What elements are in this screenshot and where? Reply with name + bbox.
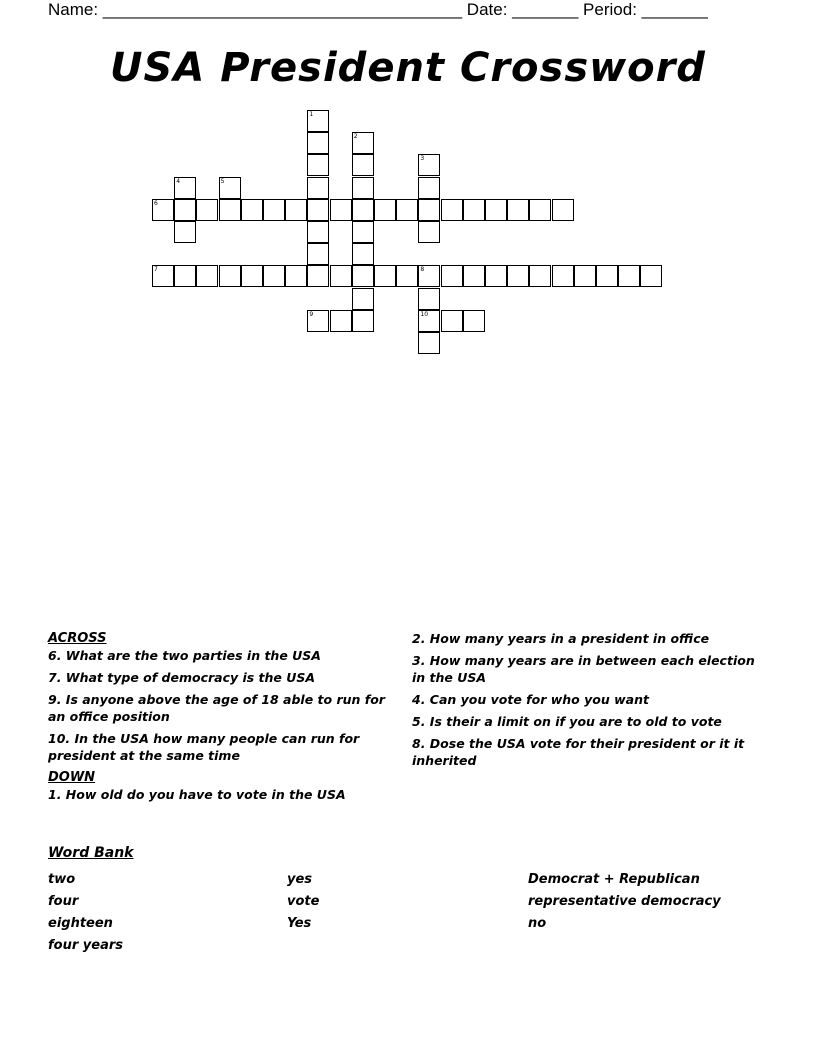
- crossword-cell[interactable]: [152, 199, 174, 221]
- word-bank-item: Democrat + Republican: [528, 872, 700, 887]
- crossword-cell[interactable]: [196, 265, 218, 287]
- down-heading: DOWN: [48, 770, 96, 785]
- crossword-cell[interactable]: [307, 110, 329, 132]
- down-clue-3: 3. How many years are in between each election in the USA: [412, 653, 755, 685]
- crossword-cell[interactable]: [174, 221, 196, 243]
- crossword-cell[interactable]: [307, 154, 329, 176]
- crossword-cell[interactable]: [307, 177, 329, 199]
- crossword-cell[interactable]: [174, 265, 196, 287]
- crossword-cell[interactable]: [374, 265, 396, 287]
- clue-number: 10: [420, 310, 429, 318]
- crossword-cell[interactable]: [219, 177, 241, 199]
- crossword-cell[interactable]: [352, 221, 374, 243]
- crossword-cell[interactable]: [485, 199, 507, 221]
- crossword-cell[interactable]: [574, 265, 596, 287]
- crossword-cell[interactable]: [485, 265, 507, 287]
- crossword-cell[interactable]: [285, 199, 307, 221]
- student-info-header: Name: ______________________________________ Date: _______ Period: _______: [48, 0, 708, 19]
- crossword-cell[interactable]: [441, 199, 463, 221]
- crossword-cell[interactable]: [418, 199, 440, 221]
- word-bank-item: four: [48, 894, 79, 909]
- word-bank-title: Word Bank: [48, 845, 134, 861]
- crossword-cell[interactable]: [552, 199, 574, 221]
- crossword-cell[interactable]: [374, 199, 396, 221]
- crossword-cell[interactable]: [418, 265, 440, 287]
- crossword-cell[interactable]: [441, 310, 463, 332]
- crossword-cell[interactable]: [196, 199, 218, 221]
- word-bank-item: eighteen: [48, 916, 113, 931]
- crossword-cell[interactable]: [241, 199, 263, 221]
- crossword-cell[interactable]: [352, 288, 374, 310]
- down-clue-4: 4. Can you vote for who you want: [412, 692, 649, 707]
- word-bank-item: yes: [287, 872, 313, 887]
- down-clue-2: 2. How many years in a president in office: [412, 631, 710, 646]
- crossword-cell[interactable]: [507, 265, 529, 287]
- word-bank-item: representative democracy: [528, 894, 721, 909]
- word-bank-item: vote: [287, 894, 320, 909]
- down-clue-8: 8. Dose the USA vote for their president or it it inherited: [412, 736, 745, 768]
- down-clue-5: 5. Is their a limit on if you are to old to vote: [412, 714, 722, 729]
- crossword-cell[interactable]: [463, 199, 485, 221]
- across-heading: ACROSS: [48, 631, 107, 646]
- word-bank-item: two: [48, 872, 76, 887]
- crossword-cell[interactable]: [596, 265, 618, 287]
- crossword-cell[interactable]: [241, 265, 263, 287]
- crossword-cell[interactable]: [418, 288, 440, 310]
- clue-number: 7: [154, 266, 158, 274]
- crossword-cell[interactable]: [529, 265, 551, 287]
- crossword-cell[interactable]: [352, 199, 374, 221]
- clues-left-column: [48, 630, 388, 808]
- crossword-cell[interactable]: [529, 199, 551, 221]
- crossword-cell[interactable]: [307, 310, 329, 332]
- crossword-cell[interactable]: [307, 199, 329, 221]
- crossword-cell[interactable]: [219, 199, 241, 221]
- crossword-cell[interactable]: [285, 265, 307, 287]
- crossword-cell[interactable]: [418, 221, 440, 243]
- page-title: USA President Crossword: [110, 45, 706, 91]
- crossword-cell[interactable]: [552, 265, 574, 287]
- crossword-cell[interactable]: [463, 265, 485, 287]
- across-clue-10: 10. In the USA how many people can run for president at the same time: [48, 731, 360, 763]
- crossword-cell[interactable]: [307, 221, 329, 243]
- across-clue-6: 6. What are the two parties in the USA: [48, 648, 321, 663]
- crossword-cell[interactable]: [352, 265, 374, 287]
- crossword-cell[interactable]: [441, 265, 463, 287]
- crossword-cell[interactable]: [418, 177, 440, 199]
- crossword-cell[interactable]: [330, 265, 352, 287]
- crossword-cell[interactable]: [640, 265, 662, 287]
- crossword-cell[interactable]: [263, 265, 285, 287]
- across-clue-9: 9. Is anyone above the age of 18 able to run for an office position: [48, 692, 385, 724]
- crossword-cell[interactable]: [618, 265, 640, 287]
- crossword-cell[interactable]: [307, 132, 329, 154]
- crossword-cell[interactable]: [330, 199, 352, 221]
- crossword-cell[interactable]: [330, 310, 352, 332]
- clue-number: 6: [154, 199, 158, 207]
- word-bank-item: no: [528, 916, 547, 931]
- crossword-cell[interactable]: [418, 332, 440, 354]
- crossword-cell[interactable]: [174, 199, 196, 221]
- down-clue-1: 1. How old do you have to vote in the USA: [48, 787, 346, 802]
- word-bank-item: Yes: [287, 916, 312, 931]
- clue-number: 8: [420, 266, 425, 274]
- crossword-cell[interactable]: [418, 310, 440, 332]
- crossword-cell[interactable]: [352, 132, 374, 154]
- word-bank-item: four years: [48, 938, 123, 953]
- clues-right-column: [412, 630, 762, 774]
- crossword-cell[interactable]: [174, 177, 196, 199]
- clue-number: 5: [220, 177, 225, 185]
- clue-number: 4: [176, 177, 181, 185]
- crossword-cell[interactable]: [219, 265, 241, 287]
- crossword-cell[interactable]: [307, 243, 329, 265]
- crossword-cell[interactable]: [396, 265, 418, 287]
- crossword-grid: [0, 0, 816, 380]
- crossword-cell[interactable]: [352, 154, 374, 176]
- crossword-cell[interactable]: [263, 199, 285, 221]
- crossword-cell[interactable]: [463, 310, 485, 332]
- clue-number: 2: [353, 133, 358, 141]
- crossword-cell[interactable]: [152, 265, 174, 287]
- crossword-cell[interactable]: [307, 265, 329, 287]
- across-clue-7: 7. What type of democracy is the USA: [48, 670, 316, 685]
- clue-number: 1: [309, 111, 314, 118]
- crossword-cell[interactable]: [396, 199, 418, 221]
- crossword-cell[interactable]: [507, 199, 529, 221]
- crossword-cell[interactable]: [352, 310, 374, 332]
- crossword-cell[interactable]: [418, 154, 440, 176]
- clue-number: 3: [420, 155, 425, 163]
- clue-number: 9: [309, 310, 314, 318]
- crossword-cell[interactable]: [352, 177, 374, 199]
- crossword-cell[interactable]: [352, 243, 374, 265]
